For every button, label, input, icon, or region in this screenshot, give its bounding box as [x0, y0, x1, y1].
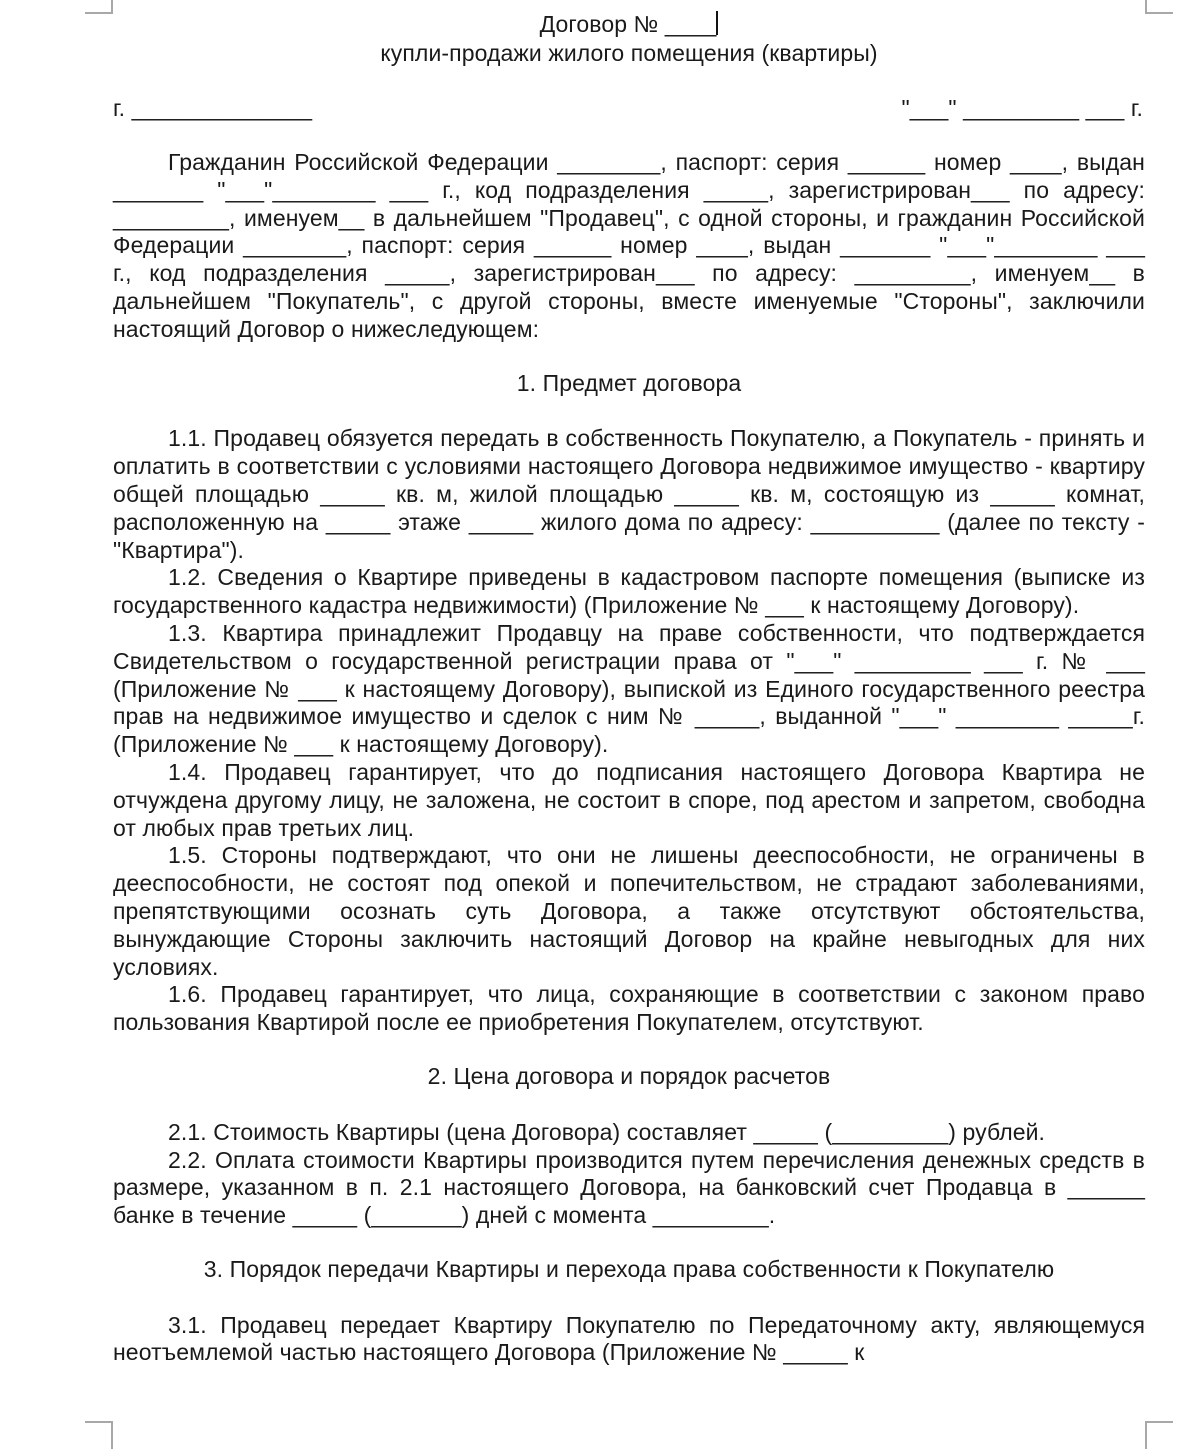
clause-1-2: 1.2. Сведения о Квартире приведены в кадастровом паспорте помещения (выписке из государственного кадастра недвижимости) (Приложение № ___ к настоящему Договору).	[113, 564, 1145, 619]
page-corner-mark-bottom-right	[1145, 1421, 1173, 1449]
city-field: г. ______________	[113, 95, 313, 121]
date-field: "___" _________ ___ г.	[901, 95, 1143, 121]
city-date-row	[113, 95, 1145, 123]
clause-2-2: 2.2. Оплата стоимости Квартиры производится путем перечисления денежных средств в размере, указанном в п. 2.1 настоящего Договора, на банковский счет Продавца в ______ банке в течение _____ (_______) дней с момента _________.	[113, 1146, 1145, 1229]
page-corner-mark-top-right	[1145, 0, 1173, 14]
title-number-blank: ____	[658, 11, 717, 37]
clause-1-4: 1.4. Продавец гарантирует, что до подписания настоящего Договора Квартира не отчуждена другому лицу, не заложена, не состоит в споре, под арестом и запретом, свободна от любых прав третьих лиц.	[113, 758, 1145, 841]
page-corner-mark-top-left	[85, 0, 113, 14]
section-heading-1: 1. Предмет договора	[516, 369, 742, 396]
document-subtitle: купли-продажи жилого помещения (квартиры)	[380, 40, 878, 66]
title-prefix: Договор №	[539, 11, 659, 37]
section-heading-3: 3. Порядок передачи Квартиры и перехода права собственности к Покупателю	[203, 1255, 1055, 1282]
section-heading-2: 2. Цена договора и порядок расчетов	[427, 1062, 831, 1089]
page-corner-mark-bottom-left	[85, 1421, 113, 1449]
preamble-paragraph: Гражданин Российской Федерации ________, паспорт: серия ______ номер ____, выдан _______ "___"________ ___ г., код подразделения _____, зарегистрирован___ по адресу: _________, именуем__ в дальнейшем "Продавец", с одной стороны, и гражданин Российской Федерации ________, паспорт: серия ______ номер ____, выдан _______ "___"________ ___ г., код подразделения _____, зарегистрирован___ по адресу: _________, именуем__ в дальнейшем "Покупатель", с другой стороны, вместе именуемые "Стороны", заключили настоящий Договор о нижеследующем:	[113, 149, 1145, 342]
clause-1-1: 1.1. Продавец обязуется передать в собственность Покупателю, а Покупатель - принять и оплатить в соответствии с условиями настоящего Договора недвижимое имущество - квартиру общей площадью _____ кв. м, жилой площадью _____ кв. м, состоящую из _____ комнат, расположенную на _____ этаже _____ жилого дома по адресу: __________ (далее по тексту - "Квартира").	[113, 425, 1145, 563]
document-title	[113, 10, 1145, 39]
clause-1-3: 1.3. Квартира принадлежит Продавцу на праве собственности, что подтверждается Свидетельством о государственной регистрации права от "___" _________ ___ г. № ___ (Приложение № ___ к настоящему Договору), выпиской из Единого государственного реестра прав на недвижимое имущество и сделок с ним № _____, выданной "___" ________ _____г. (Приложение № ___ к настоящему Договору).	[113, 619, 1145, 758]
clause-1-5: 1.5. Стороны подтверждают, что они не лишены дееспособности, не ограничены в дееспособности, не состоят под опекой и попечительством, не страдают заболеваниями, препятствующими осознать суть Договора, а также отсутствуют обстоятельства, вынуждающие Стороны заключить настоящий Договор на крайне невыгодных для них условиях.	[113, 842, 1145, 980]
clause-1-6: 1.6. Продавец гарантирует, что лица, сохраняющие в соответствии с законом право пользования Квартирой после ее приобретения Покупателем, отсутствуют.	[113, 981, 1145, 1036]
clause-2-1: 2.1. Стоимость Квартиры (цена Договора) составляет _____ (_________) рублей.	[168, 1118, 1046, 1145]
document-body[interactable]	[113, 10, 1145, 1367]
clause-3-1: 3.1. Продавец передает Квартиру Покупателю по Передаточному акту, являющемуся неотъемлемой частью настоящего Договора (Приложение № _____ к	[113, 1311, 1145, 1366]
text-cursor	[716, 11, 718, 35]
